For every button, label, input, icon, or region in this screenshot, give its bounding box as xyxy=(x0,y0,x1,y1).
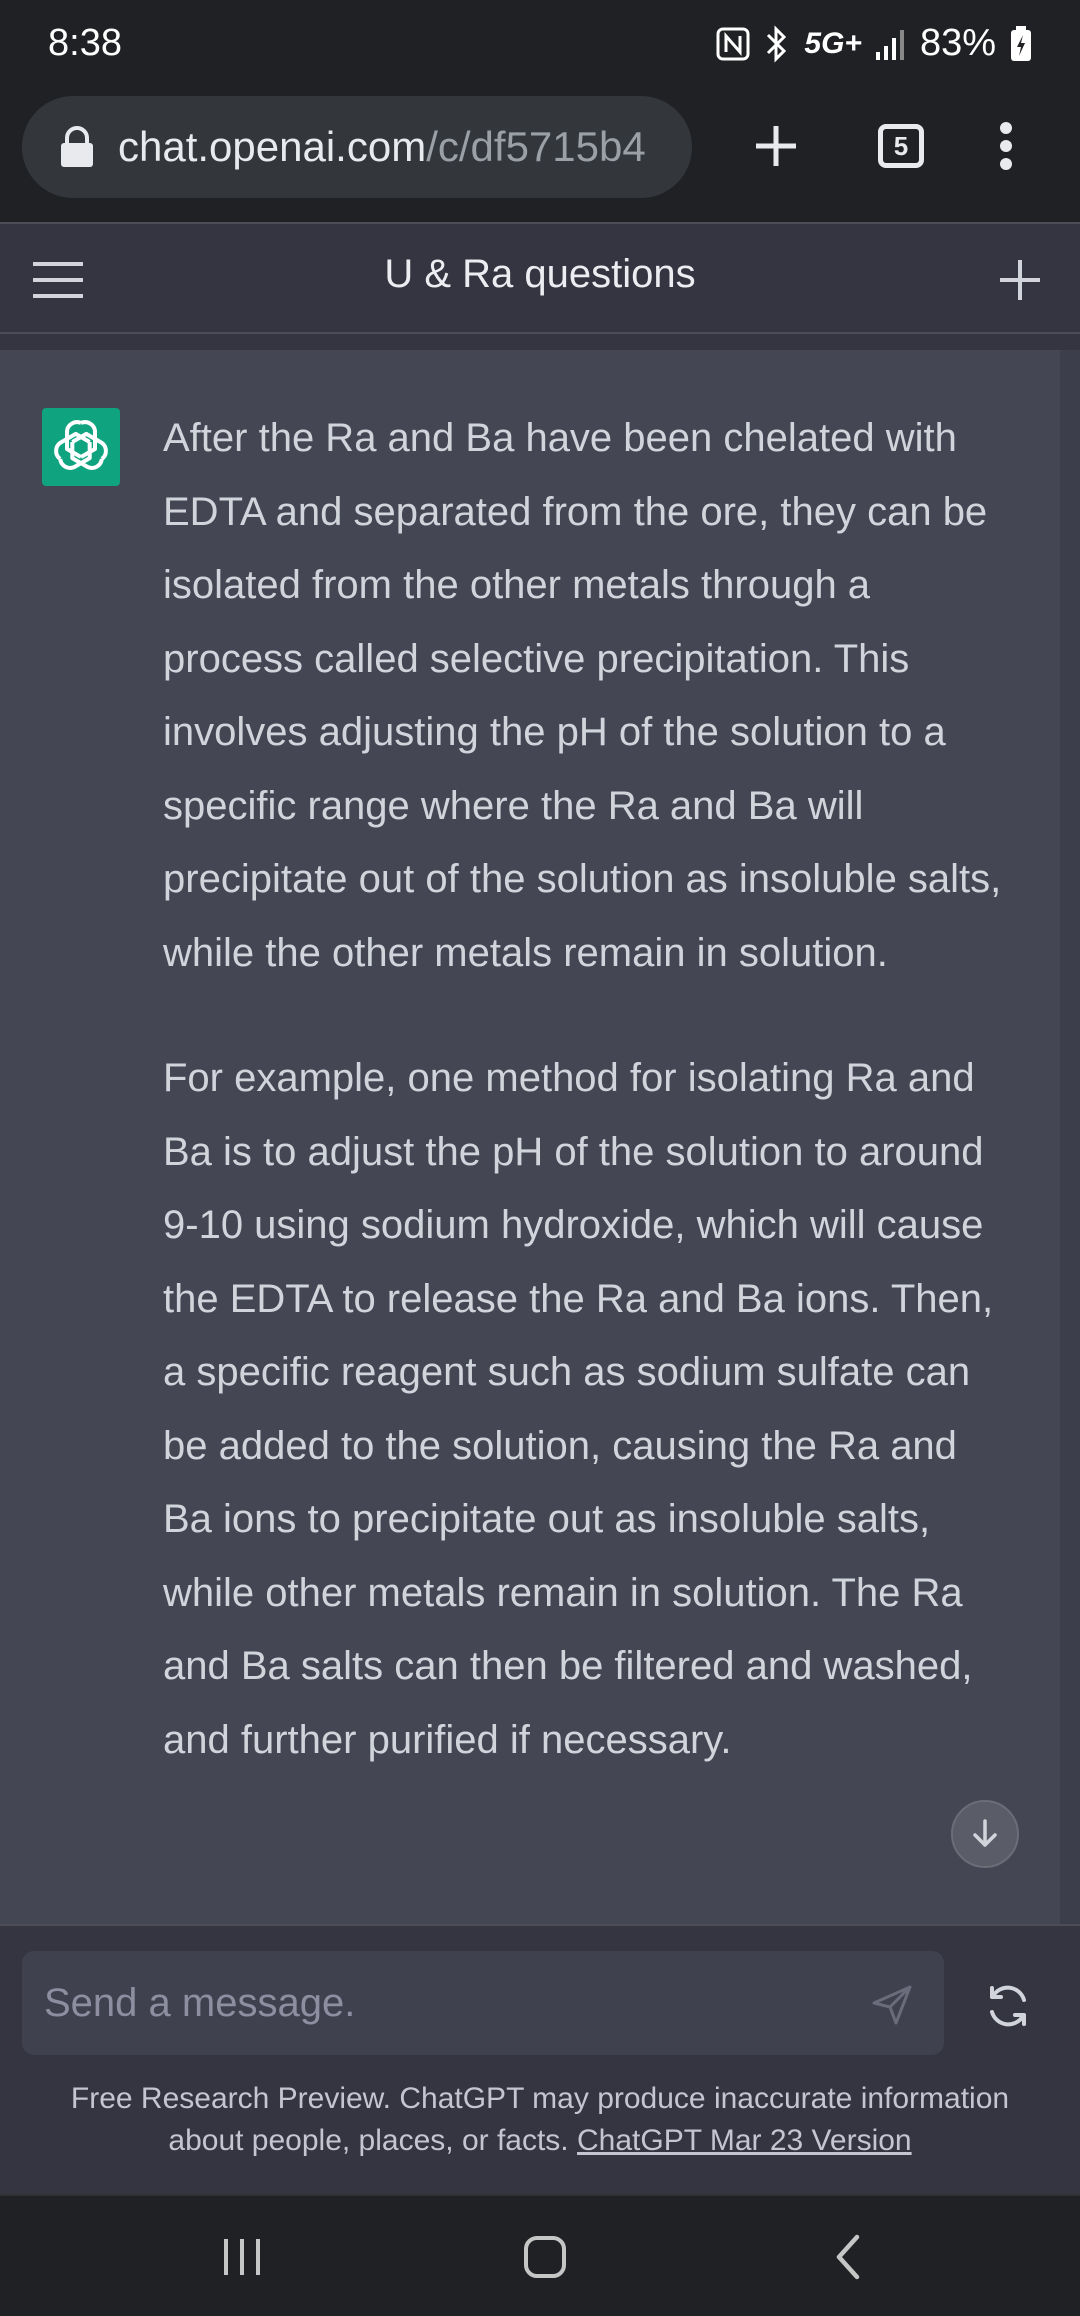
scroll-to-bottom-button[interactable] xyxy=(951,1800,1019,1868)
battery-charging-icon xyxy=(1010,26,1032,62)
home-icon xyxy=(523,2235,567,2279)
message-paragraph: For example, one method for isolating Ra and Ba is to adjust the pH of the solution to around 9-10 using sodium hydroxide, which will cause the EDTA to release the Ra and Ba ions. Then, a specific reagent such as sodium sulfate can be added to the solution, causing the Ra and Ba ions to precipitate out as insoluble salts, while other metals remain in solution. The Ra and Ba salts can then be filtered and washed, and further purified if necessary. xyxy=(163,1056,994,1762)
recent-apps-button[interactable] xyxy=(202,2222,282,2292)
version-link[interactable]: ChatGPT Mar 23 Version xyxy=(577,2124,912,2157)
back-icon xyxy=(833,2233,863,2281)
page-title: U & Ra questions xyxy=(384,252,696,296)
openai-logo-icon xyxy=(42,408,120,486)
more-vert-icon xyxy=(998,121,1014,171)
conversation[interactable] xyxy=(0,334,1080,1924)
signal-icon xyxy=(876,28,906,60)
disclaimer xyxy=(40,2078,1040,2162)
status-icons xyxy=(716,22,1032,65)
lock-icon xyxy=(58,125,96,169)
regenerate-button[interactable] xyxy=(972,1970,1044,2042)
refresh-icon xyxy=(984,1982,1032,2030)
status-bar xyxy=(0,0,1080,92)
browser-toolbar xyxy=(0,92,1080,222)
recent-apps-icon xyxy=(220,2237,264,2277)
tabs-button[interactable] xyxy=(851,96,951,196)
assistant-message xyxy=(0,350,1060,1924)
plus-icon xyxy=(752,122,800,170)
home-button[interactable] xyxy=(505,2222,585,2292)
browser-menu-button[interactable] xyxy=(956,96,1056,196)
network-type: 5G+ xyxy=(804,26,862,60)
url-text xyxy=(118,123,646,171)
send-icon xyxy=(870,1983,914,2027)
bluetooth-icon xyxy=(764,25,790,63)
composer xyxy=(0,1924,1080,2194)
chat-header xyxy=(0,222,1080,334)
send-button[interactable] xyxy=(868,1981,916,2029)
new-tab-button[interactable] xyxy=(726,96,826,196)
message-input-box[interactable] xyxy=(22,1951,944,2055)
system-nav-bar xyxy=(0,2194,1080,2316)
tabs-icon: 5 xyxy=(878,124,924,168)
url-bar[interactable] xyxy=(22,96,692,198)
nfc-icon xyxy=(716,27,750,61)
url-path: /c/df5715b4 xyxy=(426,123,646,170)
disclaimer-text: Free Research Preview. ChatGPT may produce inaccurate information about people, places, or facts. xyxy=(70,2082,1010,2157)
chat-scrollbar[interactable] xyxy=(1060,350,1080,1924)
battery-percent: 83% xyxy=(919,22,996,64)
new-chat-button[interactable] xyxy=(984,244,1056,316)
new-chat-icon xyxy=(998,258,1042,302)
arrow-down-icon xyxy=(968,1817,1002,1851)
status-time: 8:38 xyxy=(48,22,122,64)
message-paragraph: After the Ra and Ba have been chelated with EDTA and separated from the ore, they can be isolated from the other metals through a process called selective precipitation. This involves adjusting the pH of the solution to a specific range where the Ra and Ba will precipitate out of the solution as insoluble salts, while the other metals remain in solution. xyxy=(163,416,1002,975)
message-input[interactable] xyxy=(44,1981,844,2026)
message-content xyxy=(163,402,1013,1777)
back-button[interactable] xyxy=(808,2222,888,2292)
url-host: chat.openai.com xyxy=(118,123,427,170)
